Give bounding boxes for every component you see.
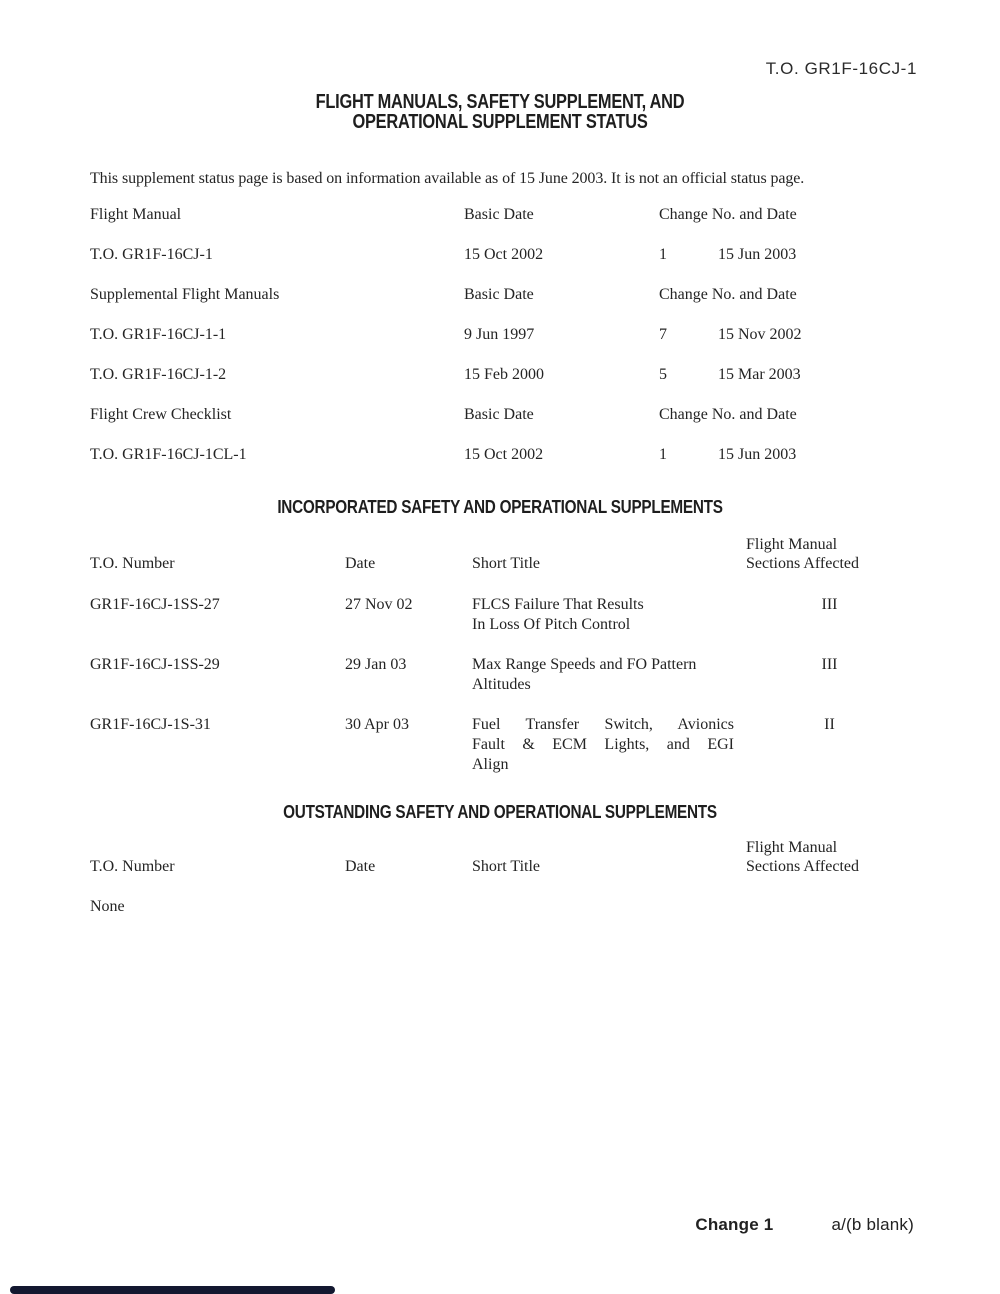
manual-status-table	[90, 205, 913, 485]
group-label: Flight Crew Checklist	[90, 406, 232, 423]
change-header: Change No. and Date	[659, 286, 797, 303]
manual-row	[90, 445, 913, 465]
col-header-sections-line2: Sections Affected	[746, 555, 860, 572]
supplement-row	[90, 655, 913, 695]
manual-change-no: 1	[659, 246, 667, 263]
manual-change-date: 15 Nov 2002	[718, 326, 802, 343]
supplement-sections-affected: II	[824, 716, 835, 733]
supplement-short-title: FLCS Failure That Results In Loss Of Pitch Control	[472, 596, 644, 633]
supplement-date: 29 Jan 03	[345, 656, 407, 673]
footer-page-number: a/(b blank)	[831, 1215, 914, 1234]
manual-row	[90, 245, 913, 265]
group-label: Flight Manual	[90, 206, 182, 223]
outstanding-none-label: None	[90, 898, 125, 915]
col-header-date: Date	[345, 858, 376, 875]
col-header-sections-affected	[734, 838, 913, 876]
supplement-date: 30 Apr 03	[345, 716, 409, 733]
group-header-row	[90, 205, 913, 225]
basic-date-header: Basic Date	[464, 286, 534, 303]
page-footer	[695, 1215, 914, 1235]
incorporated-supplements-table	[90, 595, 913, 795]
col-header-to-number: T.O. Number	[90, 555, 175, 572]
col-header-short-title: Short Title	[472, 555, 541, 572]
supplement-to-number: GR1F-16CJ-1SS-29	[90, 656, 220, 673]
manual-number: T.O. GR1F-16CJ-1-1	[90, 326, 227, 343]
col-header-sections-line1: Flight Manual	[746, 536, 838, 553]
manual-number: T.O. GR1F-16CJ-1CL-1	[90, 446, 247, 463]
manual-basic-date: 15 Oct 2002	[464, 246, 544, 263]
supplement-sections-affected: III	[821, 656, 838, 673]
manual-change-date: 15 Mar 2003	[718, 366, 801, 383]
manual-basic-date: 15 Oct 2002	[464, 446, 544, 463]
incorporated-column-headers	[90, 535, 913, 573]
outstanding-section-heading: OUTSTANDING SAFETY AND OPERATIONAL SUPPLEMENTS	[283, 802, 717, 822]
manual-row	[90, 365, 913, 385]
manual-change-date: 15 Jun 2003	[718, 446, 797, 463]
supplement-row	[90, 715, 913, 775]
col-header-to-number: T.O. Number	[90, 858, 175, 875]
footer-change-number: Change 1	[695, 1215, 774, 1234]
bottom-edge-bar	[10, 1286, 335, 1294]
col-header-short-title: Short Title	[472, 858, 541, 875]
supplement-to-number: GR1F-16CJ-1S-31	[90, 716, 211, 733]
supplement-sections-affected: III	[821, 596, 838, 613]
basic-date-header: Basic Date	[464, 206, 534, 223]
manual-change-no: 1	[659, 446, 667, 463]
outstanding-column-headers	[90, 838, 913, 876]
manual-change-date: 15 Jun 2003	[718, 246, 797, 263]
group-header-row	[90, 405, 913, 425]
supplement-short-title: Fuel Transfer Switch, Avionics Fault & ECM Lights, and EGI Align	[472, 716, 734, 773]
manual-change-no: 7	[659, 326, 667, 343]
manual-basic-date: 15 Feb 2000	[464, 366, 544, 383]
page-title	[90, 92, 910, 132]
col-header-sections-line1: Flight Manual	[746, 839, 838, 856]
incorporated-section-heading: INCORPORATED SAFETY AND OPERATIONAL SUPPLEMENTS	[277, 497, 723, 517]
col-header-date: Date	[345, 555, 376, 572]
supplement-row	[90, 595, 913, 635]
to-reference: T.O. GR1F-16CJ-1	[765, 59, 917, 78]
page-title-line2: OPERATIONAL SUPPLEMENT STATUS	[352, 111, 648, 133]
manual-row	[90, 325, 913, 345]
group-header-row	[90, 285, 913, 305]
col-header-sections-line2: Sections Affected	[746, 858, 860, 875]
manual-number: T.O. GR1F-16CJ-1	[90, 246, 213, 263]
supplement-date: 27 Nov 02	[345, 596, 413, 613]
change-header: Change No. and Date	[659, 406, 797, 423]
supplement-short-title: Max Range Speeds and FO Pattern Altitudes	[472, 656, 697, 693]
supplement-to-number: GR1F-16CJ-1SS-27	[90, 596, 220, 613]
group-label: Supplemental Flight Manuals	[90, 286, 280, 303]
change-header: Change No. and Date	[659, 206, 797, 223]
basic-date-header: Basic Date	[464, 406, 534, 423]
intro-paragraph: This supplement status page is based on information available as of 15 June 2003. It is not an official status page.	[90, 170, 805, 187]
manual-change-no: 5	[659, 366, 667, 383]
page-title-line1: FLIGHT MANUALS, SAFETY SUPPLEMENT, AND	[315, 91, 685, 113]
col-header-sections-affected	[734, 535, 913, 573]
manual-basic-date: 9 Jun 1997	[464, 326, 535, 343]
manual-number: T.O. GR1F-16CJ-1-2	[90, 366, 227, 383]
